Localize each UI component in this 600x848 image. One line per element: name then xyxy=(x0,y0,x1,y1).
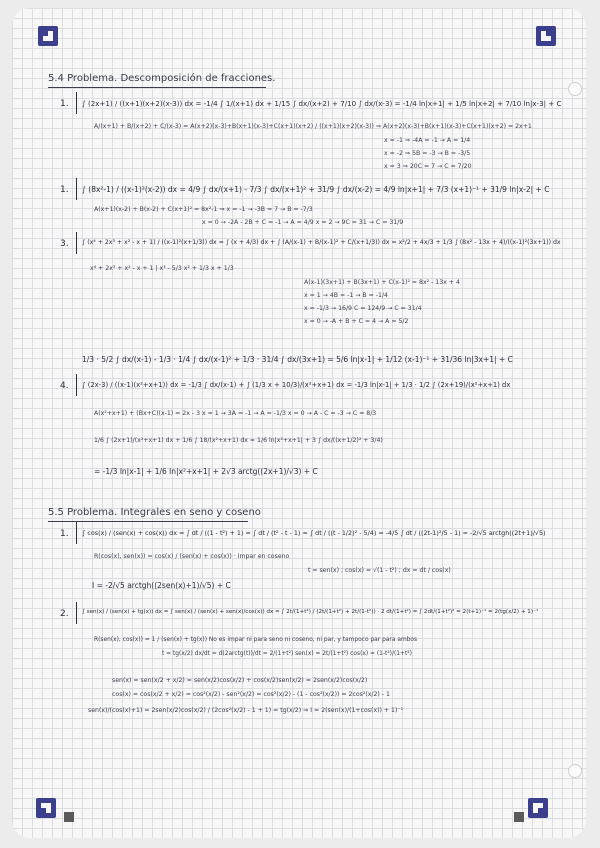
equation-line: ∫ (8x²-1) / ((x-1)²(x-2)) dx = 4/9 ∫ dx/(x+1) - 7/3 ∫ dx/(x+1)² + 31/9 ∫ dx/(x-2) = 4/9 ln|x+1| + 7/3 (x+1)⁻¹ + 31/9 ln|x-2| + C xyxy=(82,185,550,194)
equation-line: sen(x) = sen(x/2 + x/2) = sen(x/2)cos(x/2) + cos(x/2)sen(x/2) = 2sen(x/2)cos(x/2) xyxy=(112,677,368,684)
equation-line: sen(x)/(cos(x)+1) = 2sen(x/2)cos(x/2) / (2cos²(x/2) - 1 + 1) = tg(x/2) ⇒ I = 2(sen(x)/(1+cos(x)) + 1)⁻¹ xyxy=(88,707,404,714)
binder-clip-icon xyxy=(38,26,58,46)
binder-hole xyxy=(568,764,582,778)
binder-clip-icon xyxy=(36,798,56,818)
equation-line: x = 3 ⇒ 20C = 7 → C = 7/20 xyxy=(384,163,472,170)
problem-bar xyxy=(76,522,77,544)
problem-number: 1. xyxy=(60,529,69,539)
equation-line: x⁴ + 2x³ + x² - x + 1 | x³ - 5/3 x² + 1/3 x + 1/3 xyxy=(90,265,234,272)
equation-line: I = -2/√5 arctgh((2sen(x)+1)/√5) + C xyxy=(92,581,231,590)
margin-marker xyxy=(64,812,74,822)
binder-hole xyxy=(568,82,582,96)
section-title: 5.5 Problema. Integrales en seno y coseno xyxy=(48,507,261,518)
section-title: 5.4 Problema. Descomposición de fracciones. xyxy=(48,73,276,84)
equation-line: A/(x+1) + B/(x+2) + C/(x-3) = A(x+2)(x-3)+B(x+1)(x-3)+C(x+1)(x+2) / ((x+1)(x+2)(x-3)) ⇒ A(x+2)(x-3)+B(x+1)(x-3)+C(x+1)(x+2) = 2x+1 xyxy=(94,123,532,130)
equation-line: ∫ (2x+1) / ((x+1)(x+2)(x-3)) dx = -1/4 ∫ 1/(x+1) dx + 1/15 ∫ dx/(x+2) + 7/10 ∫ dx/(x-3) = -1/4 ln|x+1| + 1/5 ln|x+2| + 7/10 ln|x-3| + C xyxy=(82,99,562,108)
problem-bar xyxy=(76,374,77,396)
equation-line: A(x-1)(3x+1) + B(3x+1) + C(x-1)² = 8x² - 13x + 4 xyxy=(304,279,460,286)
equation-line: 1/3 · 5/2 ∫ dx/(x-1) - 1/3 · 1/4 ∫ dx/(x-1)² + 1/3 · 31/4 ∫ dx/(3x+1) = 5/6 ln|x-1| + 1/12 (x-1)⁻¹ + 31/36 ln|3x+1| + C xyxy=(82,355,513,364)
equation-line: x = -1/3 → 16/9 C = 124/9 → C = 31/4 xyxy=(304,305,422,312)
problem-bar xyxy=(76,178,77,200)
problem-bar xyxy=(76,602,77,624)
title-underline xyxy=(48,521,248,522)
equation-line: ∫ cos(x) / (sen(x) + cos(x)) dx = ∫ dt / ((1 - t²) + 1) = ∫ dt / (t² - t - 1) = ∫ dt / ((t - 1/2)² - 5/4) = -4/5 ∫ dt / ((2t-1)²/5 - 1) = -2/√5 arctgh((2t+1)/√5) xyxy=(82,529,546,537)
problem-bar xyxy=(76,92,77,114)
problem-number: 3. xyxy=(60,239,69,249)
equation-line: cos(x) = cos(x/2 + x/2) = cos²(x/2) - sen²(x/2) = cos²(x/2) - (1 - cos²(x/2)) = 2cos²(x/2) - 1 xyxy=(112,691,390,698)
equation-line: x = 1 → 4B = -1 → B = -1/4 xyxy=(304,292,388,299)
binder-clip-icon xyxy=(536,26,556,46)
equation-line: x = 0 → -2A - 2B + C = -1 → A = 4/9 x = 2 → 9C = 31 → C = 31/9 xyxy=(202,219,404,226)
equation-line: x = -2 ⇒ 5B = -3 → B = -3/5 xyxy=(384,150,471,157)
equation-line: A(x+1)(x-2) + B(x-2) + C(x+1)² = 8x²-1 ⇒ x = -1 → -3B = 7 → B = -7/3 xyxy=(94,206,313,213)
equation-line: A(x²+x+1) + (Bx+C)(x-1) = 2x - 3 x = 1 → 3A = -1 → A = -1/3 x = 0 → A - C = -3 → C = 8/3 xyxy=(94,410,377,417)
binder-clip-icon xyxy=(528,798,548,818)
equation-line: 1/6 ∫ (2x+1)/(x²+x+1) dx + 1/6 ∫ 18/(x²+x+1) dx = 1/6 ln|x²+x+1| + 3 ∫ dx/((x+1/2)² + 3/4) xyxy=(94,437,383,444)
problem-number: 4. xyxy=(60,381,69,391)
equation-line: R(sen(x), cos(x)) = 1 / (sen(x) + tg(x)) No es impar ni para seno ni coseno, ni par, y tampoco par para ambos xyxy=(94,637,418,643)
equation-line: ∫ (x⁴ + 2x³ + x² - x + 1) / ((x-1)²(x+1/3)) dx = ∫ (x + 4/3) dx + ∫ (A/(x-1) + B/(x-1)² + C/(x+1/3)) dx = x²/2 + 4x/3 + 1/3 ∫ (8x² - 13x + 4)/((x-1)²(3x+1)) dx xyxy=(82,239,561,246)
problem-bar xyxy=(76,232,77,254)
problem-number: 1. xyxy=(60,99,69,109)
equation-line: R(cos(x), sen(x)) = cos(x) / (sen(x) + cos(x)) · Impar en coseno xyxy=(94,553,290,560)
equation-line: t = sen(x) ; cos(x) = √(1 - t²) ; dx = dt / cos(x) xyxy=(308,567,451,574)
problem-number: 1. xyxy=(60,185,69,195)
problem-number: 2. xyxy=(60,609,69,619)
equation-line: x = -1 ⇒ -4A = -1 → A = 1/4 xyxy=(384,137,471,144)
equation-line: ∫ (2x-3) / ((x-1)(x²+x+1)) dx = -1/3 ∫ dx/(x-1) + ∫ (1/3 x + 10/3)/(x²+x+1) dx = -1/3 ln|x-1| + 1/3 · 1/2 ∫ (2x+19)/(x²+x+1) dx xyxy=(82,381,511,389)
equation-line: x = 0 → -A + B + C = 4 → A = 5/2 xyxy=(304,318,409,325)
equation-line: ∫ sen(x) / (sen(x) + tg(x)) dx = ∫ sen(x) / (sen(x) + sen(x)/cos(x)) dx = ∫ 2t/(1+t²) / (2t/(1+t²) + 2t/(1-t²)) · 2 dt/(1+t²) = ∫ 2dt/(1+t²)² = 2(t+1)⁻¹ = 2(tg(x/2) + 1)⁻¹ xyxy=(82,609,539,615)
title-underline xyxy=(48,87,266,88)
equation-line: t = tg(x/2) dx/dt = d(2arctg(t))/dt = 2/(1+t²) sen(x) = 2t/(1+t²) cos(x) = (1-t²)/(1+t²) xyxy=(162,651,412,657)
margin-marker xyxy=(514,812,524,822)
notebook-page xyxy=(12,8,586,838)
equation-line: = -1/3 ln|x-1| + 1/6 ln|x²+x+1| + 2√3 arctg((2x+1)/√3) + C xyxy=(94,467,318,476)
